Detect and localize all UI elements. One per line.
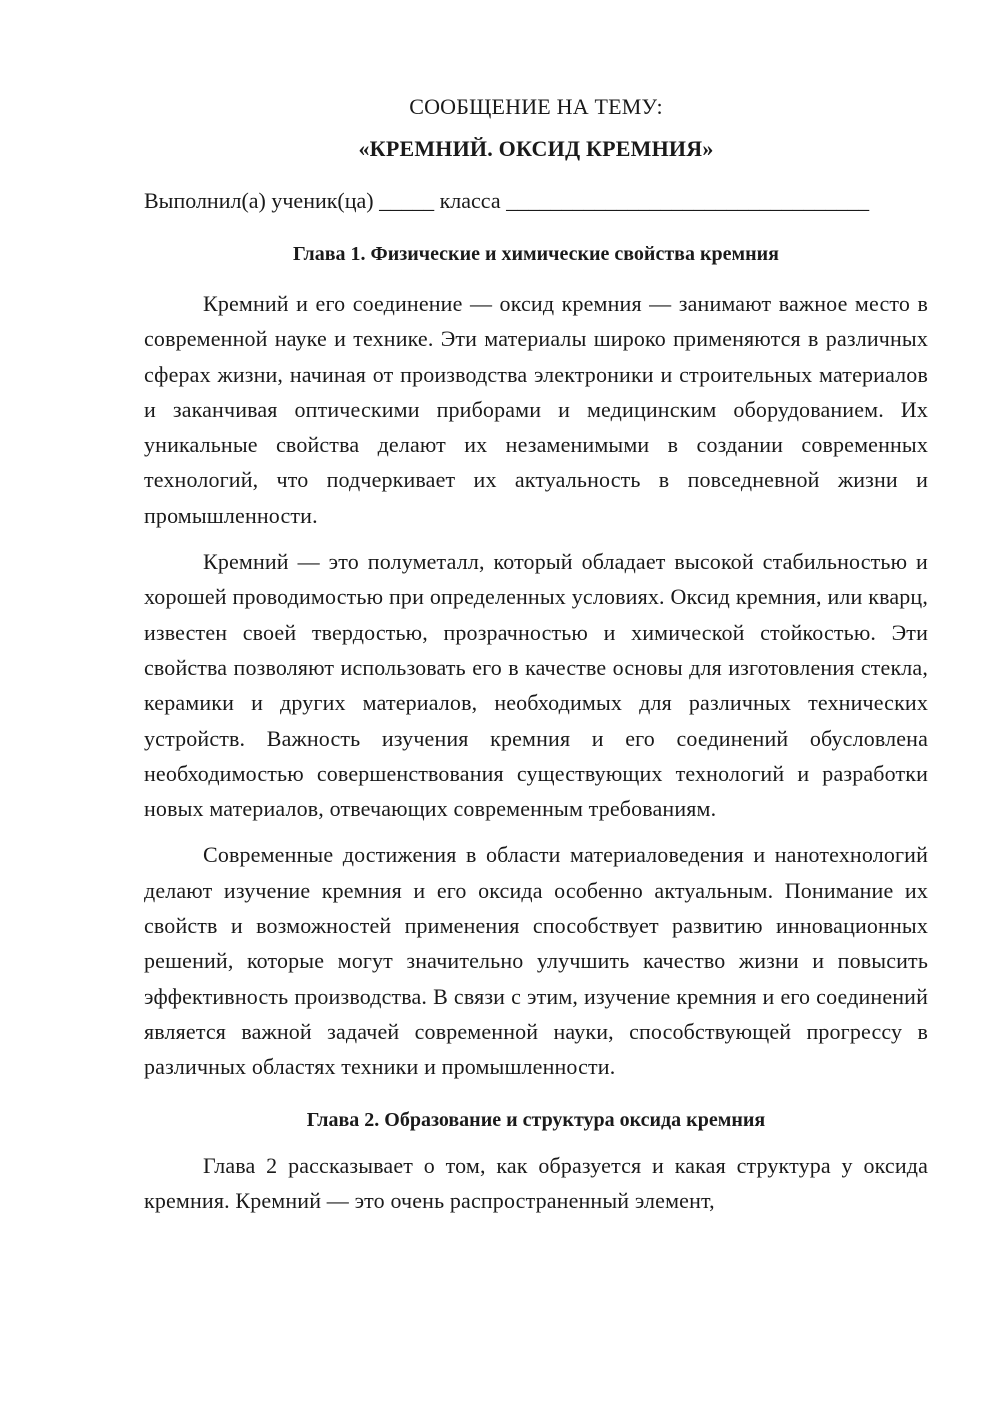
chapter-2-paragraph-1: Глава 2 рассказывает о том, как образуется и какая структура у оксида кремния. Кремний — это очень распространенный элемент, — [144, 1152, 928, 1213]
chapter-2-heading: Глава 2. Образование и структура оксида кремния — [306, 1108, 766, 1131]
document-title-topic: «КРЕМНИЙ. ОКСИД КРЕМНИЯ» — [358, 136, 714, 161]
chapter-1-paragraph-3: Современные достижения в области материаловедения и нанотехнологий делают изучение кремния и его оксида особенно актуальным. Понимание их свойств и возможностей применения способствует развитию инновационных решений, которые могут значительно улучшить качество жизни и повысить эффективность производства. В связи с этим, изучение кремния и его соединений является важной задачей современной науки, способствующей прогрессу в различных областях техники и промышленности. — [144, 842, 928, 1080]
document-page — [144, 90, 928, 1218]
document-title-line-1: СООБЩЕНИЕ НА ТЕМУ: — [409, 94, 663, 119]
chapter-1-paragraph-2: Кремний — это полуметалл, который обладает высокой стабильностью и хорошей проводимостью при определенных условиях. Оксид кремния, или кварц, известен своей твердостью, прозрачностью и химической стойкостью. Эти свойства позволяют использовать его в качестве основы для изготовления стекла, керамики и других материалов, необходимых для различных технических устройств. Важность изучения кремния и его соединений обусловлена необходимостью совершенствования существующих технологий и разработки новых материалов, отвечающих современным требованиям. — [144, 549, 928, 822]
chapter-1-heading: Глава 1. Физические и химические свойства кремния — [293, 243, 779, 265]
author-line: Выполнил(а) ученик(ца) _____ класса _________________________________ — [144, 188, 870, 213]
chapter-1-paragraph-1: Кремний и его соединение — оксид кремния — занимают важное место в современной науке и технике. Эти материалы широко применяются в различных сферах жизни, начиная от производства электроники и строительных материалов и заканчивая оптическими приборами и медицинским оборудованием. Их уникальные свойства делают их незаменимыми в создании современных технологий, что подчеркивает их актуальность в повседневной жизни и промышленности. — [144, 291, 928, 528]
